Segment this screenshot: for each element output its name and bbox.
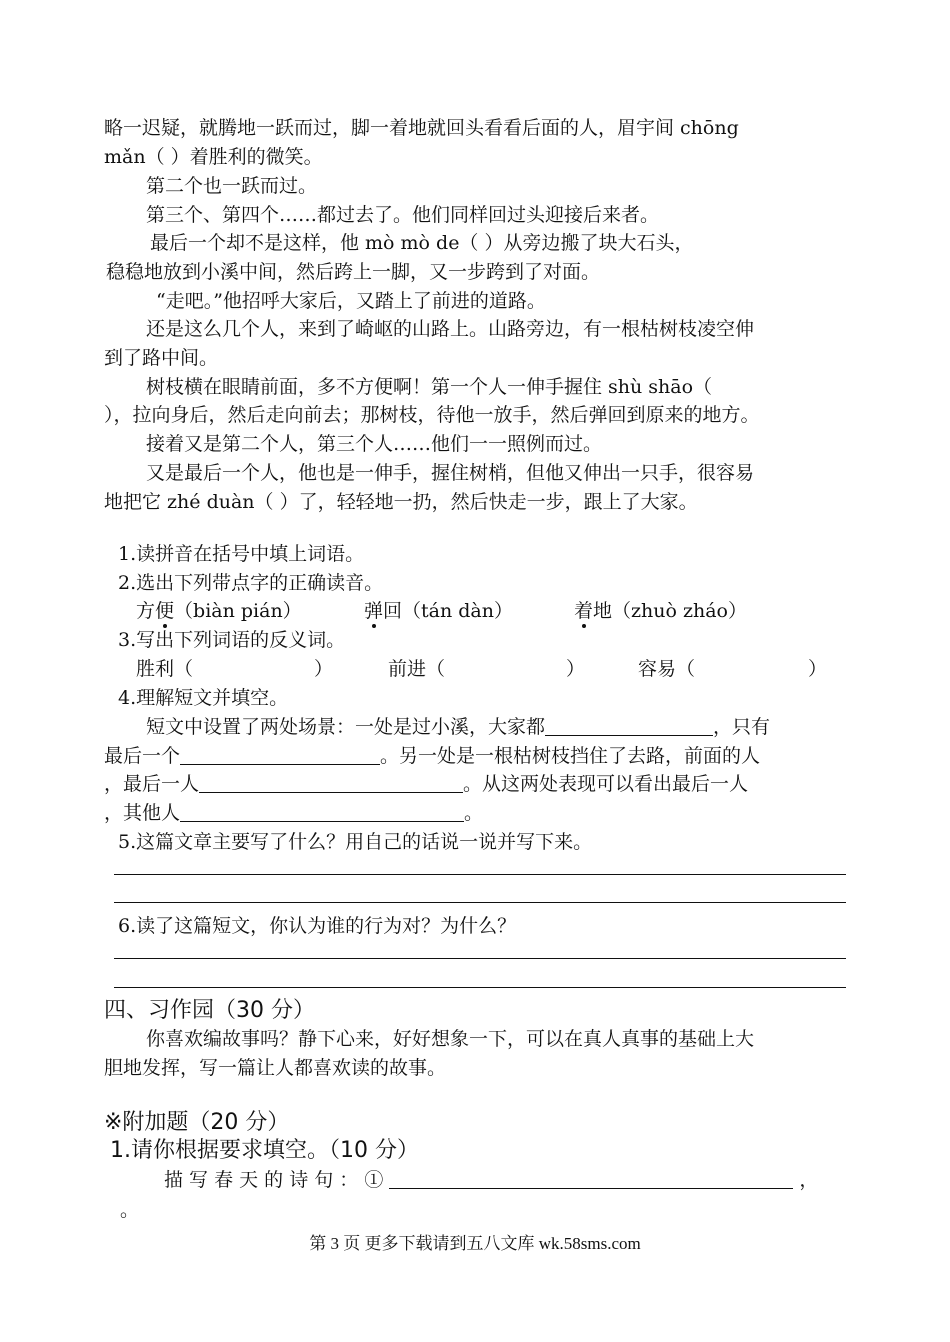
answer-blank[interactable]	[389, 1168, 793, 1189]
antonym-prompt: 容易（	[638, 658, 696, 680]
antonym-close: ）	[314, 658, 334, 680]
passage-line: ），拉向身后，然后走向前去；那树枝，待他一放手，然后弹回到原来的地方。	[104, 404, 760, 426]
answer-blank[interactable]	[545, 715, 713, 736]
poem-prompt: 描 写 春 天 的 诗 句 ： ① ，	[164, 1169, 819, 1191]
answer-line[interactable]	[114, 874, 846, 875]
passage-line: 接着又是第二个人，第三个人……他们一一照例而过。	[146, 433, 603, 455]
passage-line: 第三个、第四个……都过去了。他们同样回过头迎接后来者。	[146, 204, 660, 226]
section-title: ※附加题（20 分）	[104, 1110, 290, 1135]
answer-line[interactable]	[114, 958, 846, 959]
question-5: 5.这篇文章主要写了什么？用自己的话说一说并写下来。	[118, 831, 593, 853]
question-1: 1.读拼音在括号中填上词语。	[118, 543, 365, 565]
passage-line: 最后一个却不是这样，他 mò mò de（ ）从旁边搬了块大石头，	[150, 232, 694, 254]
question-6: 6.读了这篇短文，你认为谁的行为对？为什么？	[118, 915, 517, 937]
answer-line[interactable]	[114, 902, 846, 903]
answer-blank[interactable]	[199, 772, 463, 793]
passage-line: 到了路中间。	[104, 347, 219, 369]
q2-item: 弹回（tán dàn）	[364, 600, 513, 622]
passage-line: 第二个也一跃而过。	[146, 175, 318, 197]
q2-item: 着地（zhuò zháo）	[574, 600, 747, 622]
passage-line: 树枝横在眼睛前面，多不方便啊！第一个人一伸手握住 shù shāo（	[146, 376, 713, 398]
antonym-prompt: 胜利（	[136, 658, 194, 680]
passage-line: 略一迟疑，就腾地一跃而过，脚一着地就回头看看后面的人，眉宇间 chōng	[104, 117, 739, 139]
section-body: 你喜欢编故事吗？静下心来，好好想象一下，可以在真人真事的基础上大	[146, 1028, 755, 1050]
answer-blank[interactable]	[180, 744, 380, 765]
passage-line: mǎn（ ）着胜利的微笑。	[104, 146, 323, 168]
passage-line: “走吧。”他招呼大家后，又踏上了前进的道路。	[156, 290, 546, 312]
passage-line: 还是这么几个人，来到了崎岖的山路上。山路旁边，有一根枯树枝凌空伸	[146, 318, 755, 340]
antonym-prompt: 前进（	[388, 658, 446, 680]
passage-line: 稳稳地放到小溪中间，然后跨上一脚，又一步跨到了对面。	[106, 261, 601, 283]
passage-line: 地把它 zhé duàn（ ）了，轻轻地一扔，然后快走一步，跟上了大家。	[104, 491, 698, 513]
answer-blank[interactable]	[180, 801, 464, 822]
question-3: 3.写出下列词语的反义词。	[118, 629, 346, 651]
extra-question-1: 1.请你根据要求填空。（10 分）	[110, 1138, 419, 1163]
question-2: 2.选出下列带点字的正确读音。	[118, 572, 384, 594]
passage-line: 又是最后一个人，他也是一伸手，握住树梢，但他又伸出一只手，很容易	[146, 462, 755, 484]
q4-line: 短文中设置了两处场景：一处是过小溪，大家都 ，只有	[146, 716, 771, 738]
q2-item: 方便（biàn pián）	[136, 600, 302, 622]
section-body: 胆地发挥，写一篇让人都喜欢读的故事。	[104, 1057, 447, 1079]
question-4: 4.理解短文并填空。	[118, 687, 289, 709]
antonym-close: ）	[566, 658, 586, 680]
q4-line: ，其他人 。	[104, 802, 484, 824]
antonym-close: ）	[808, 658, 828, 680]
q4-line: ，最后一人 。从这两处表现可以看出最后一人	[104, 773, 749, 795]
page-footer: 第 3 页 更多下载请到五八文库 wk.58sms.com	[309, 1234, 641, 1253]
answer-line[interactable]	[114, 987, 846, 988]
section-title: 四、习作园（30 分）	[104, 998, 315, 1023]
q4-line: 最后一个 。另一处是一根枯树枝挡住了去路，前面的人	[104, 745, 761, 767]
poem-end: 。	[120, 1199, 140, 1221]
